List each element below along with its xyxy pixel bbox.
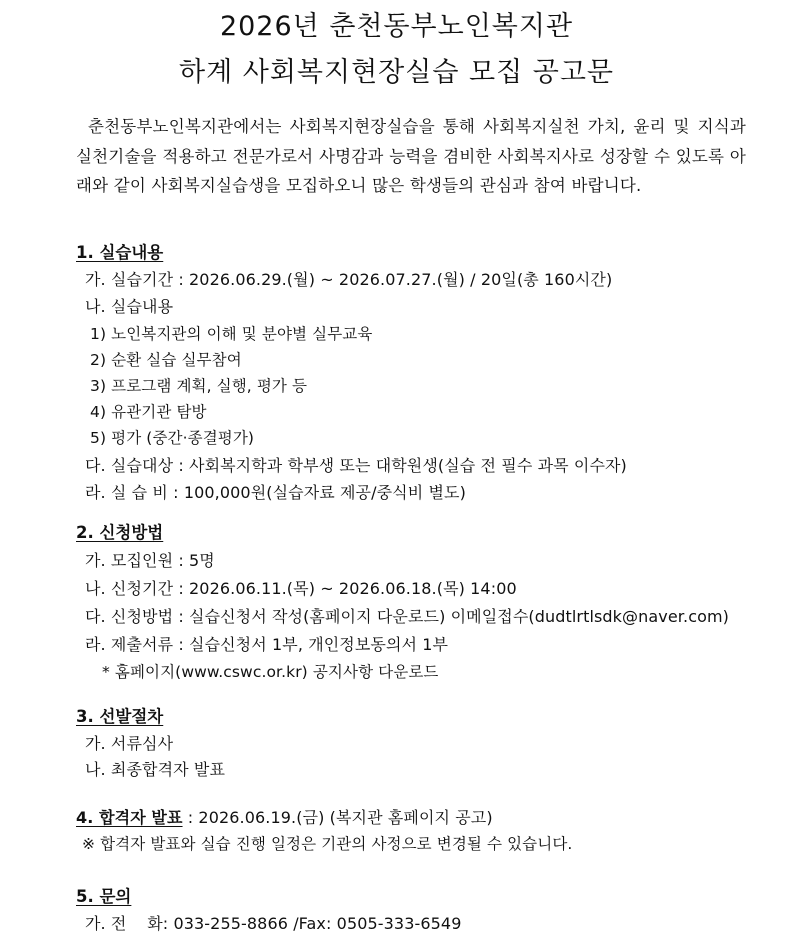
section-4-heading: 4. 합격자 발표 bbox=[76, 808, 183, 827]
practice-content-label: 나. 실습내용 bbox=[85, 297, 174, 316]
practice-item-3: 3) 프로그램 계획, 실행, 평가 등 bbox=[90, 377, 308, 395]
section-2-heading: 2. 신청방법 bbox=[76, 523, 164, 542]
schedule-change-note: ※ 합격자 발표와 실습 진행 일정은 기관의 사정으로 변경될 수 있습니다. bbox=[82, 835, 573, 853]
contact-info: 가. 전 화: 033-255-8866 /Fax: 0505-333-6549 bbox=[85, 914, 462, 933]
practice-item-1: 1) 노인복지관의 이해 및 분야별 실무교육 bbox=[90, 325, 373, 343]
practice-fee: 라. 실 습 비 : 100,000원(실습자료 제공/중식비 별도) bbox=[85, 483, 466, 502]
practice-item-5: 5) 평가 (중간·종결평가) bbox=[90, 429, 255, 447]
apply-method: 다. 신청방법 : 실습신청서 작성(홈페이지 다운로드) 이메일접수(dudtlrtlsdk@naver.com) bbox=[85, 607, 730, 626]
apply-documents: 라. 제출서류 : 실습신청서 1부, 개인정보동의서 1부 bbox=[85, 635, 449, 654]
section-3-heading: 3. 선발절차 bbox=[76, 707, 164, 726]
selection-step-1: 가. 서류심사 bbox=[85, 734, 174, 753]
practice-period: 가. 실습기간 : 2026.06.29.(월) ~ 2026.07.27.(월) / 20일(총 160시간) bbox=[85, 270, 613, 289]
announcement-detail: : 2026.06.19.(금) (복지관 홈페이지 공고) bbox=[182, 808, 493, 827]
practice-item-2: 2) 순환 실습 실무참여 bbox=[90, 351, 242, 369]
practice-target: 다. 실습대상 : 사회복지학과 학부생 또는 대학원생(실습 전 필수 과목 이수자) bbox=[85, 456, 627, 475]
section-1-heading: 1. 실습내용 bbox=[76, 243, 164, 262]
practice-item-4: 4) 유관기관 탐방 bbox=[90, 403, 207, 421]
download-note: * 홈페이지(www.cswc.or.kr) 공지사항 다운로드 bbox=[102, 663, 439, 681]
announcement-line bbox=[76, 805, 493, 828]
section-5-heading: 5. 문의 bbox=[76, 887, 132, 906]
apply-period: 나. 신청기간 : 2026.06.11.(목) ~ 2026.06.18.(목) 14:00 bbox=[85, 579, 517, 598]
title-line-1: 2026년 춘천동부노인복지관 bbox=[219, 11, 574, 42]
intro-paragraph: 춘천동부노인복지관에서는 사회복지현장실습을 통해 사회복지실천 가치, 윤리 및 지식과 실천기술을 적용하고 전문가로서 사명감과 능력을 겸비한 사회복지사로 성장할 수 있도록 아래와 같이 사회복지실습생을 모집하오니 많은 학생들의 관심과 참여 바랍니다. bbox=[76, 117, 746, 195]
recruit-count: 가. 모집인원 : 5명 bbox=[85, 551, 215, 570]
title-line-2: 하계 사회복지현장실습 모집 공고문 bbox=[179, 57, 614, 88]
selection-step-2: 나. 최종합격자 발표 bbox=[85, 760, 226, 779]
